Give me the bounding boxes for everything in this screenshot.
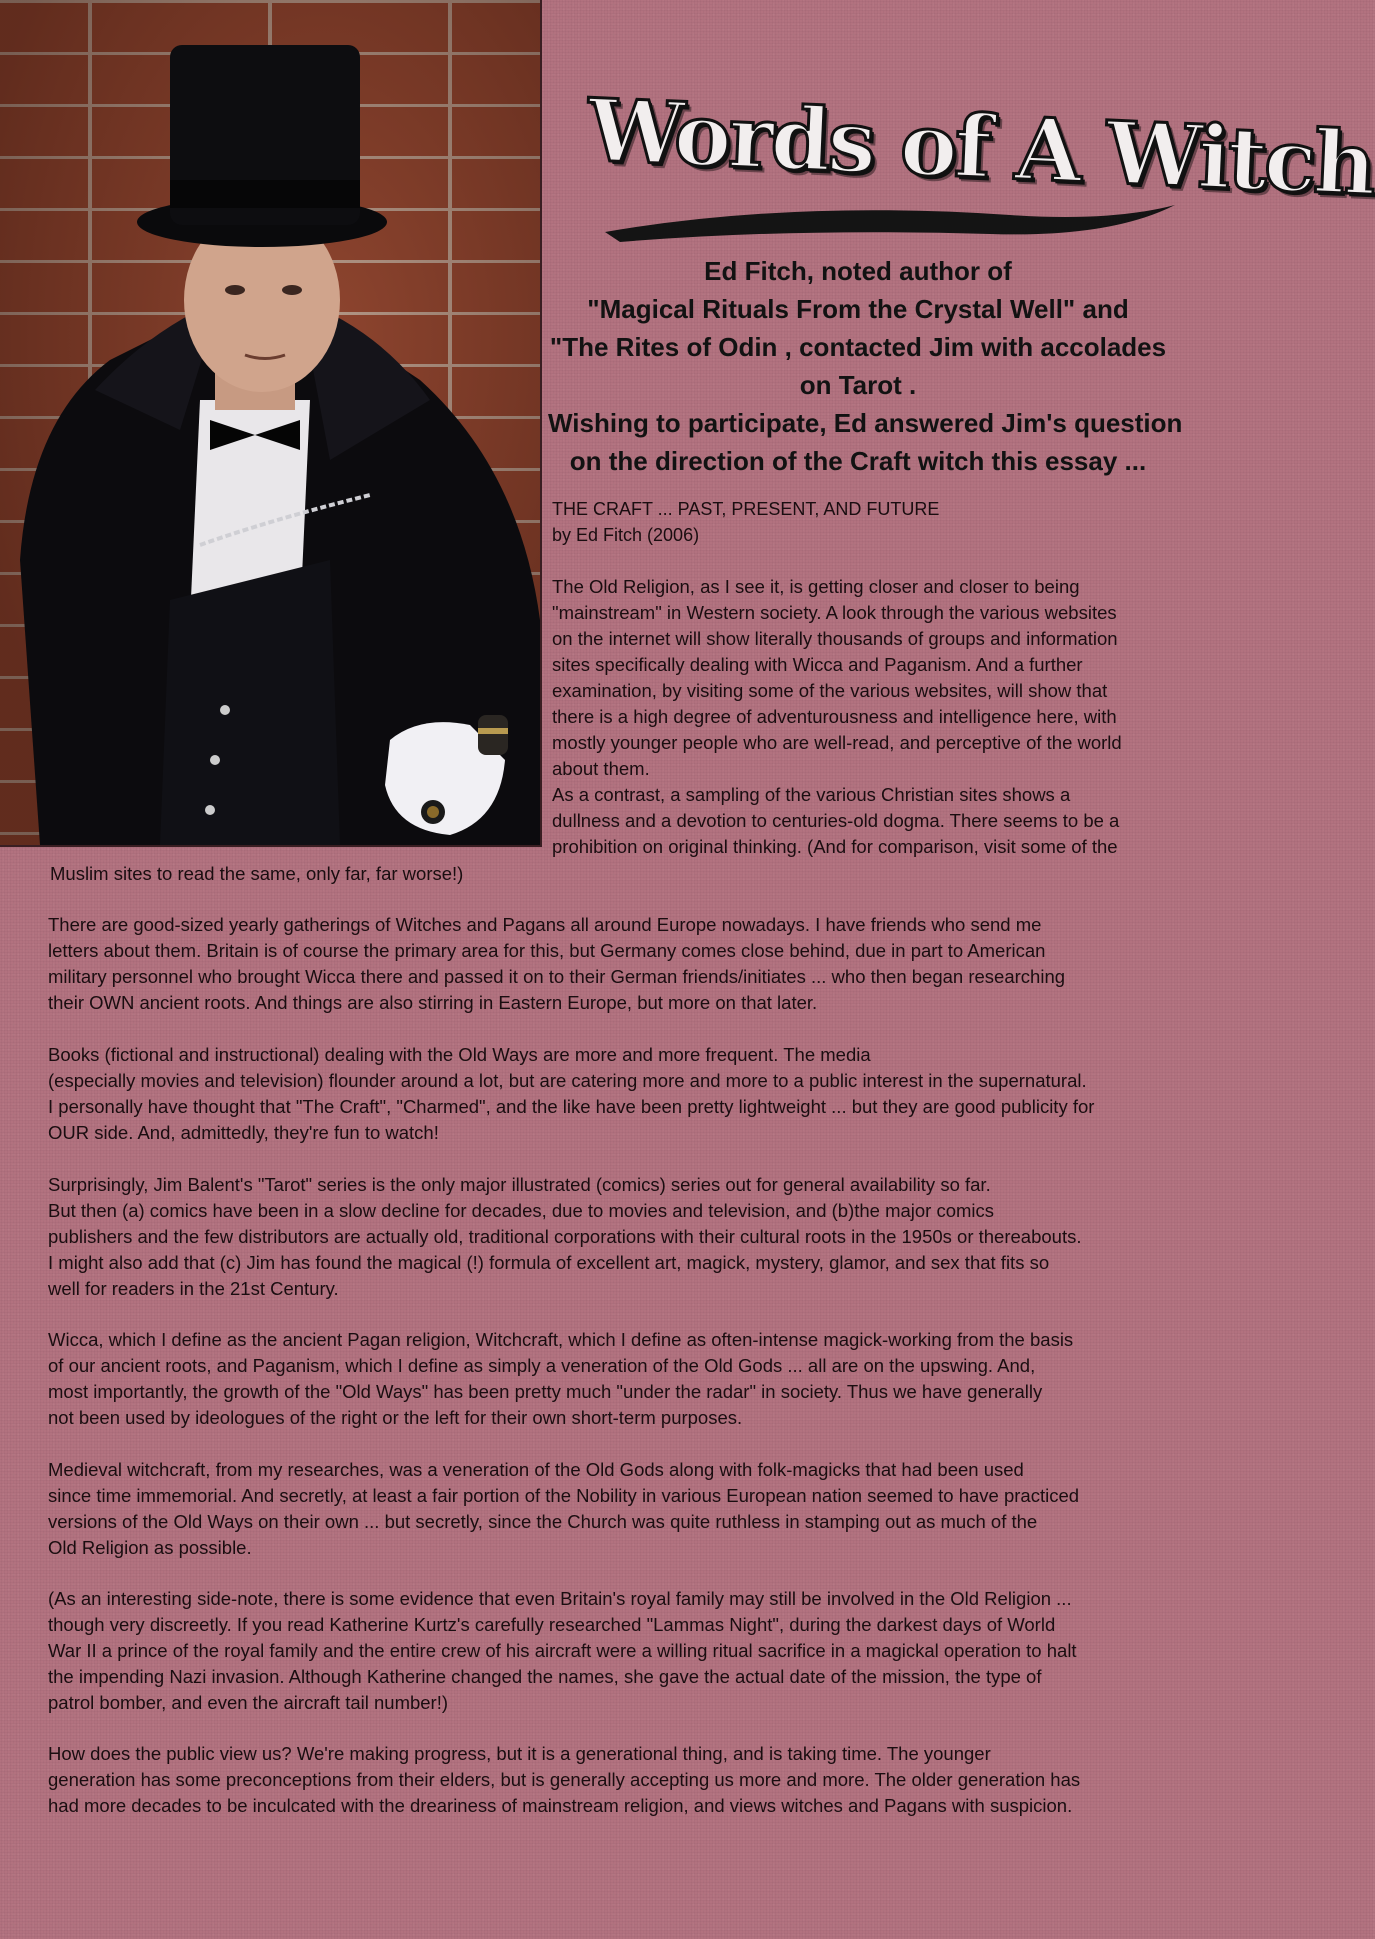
text-line: generation has some preconceptions from their elders, but is generally accepting us more and more. The older generation has xyxy=(48,1769,1081,1790)
text-line: (As an interesting side-note, there is some evidence that even Britain's royal family may still be involved in the Old Religion ... xyxy=(48,1588,1072,1609)
text-line: patrol bomber, and even the aircraft tail number!) xyxy=(48,1692,449,1713)
brush-swoosh-icon xyxy=(590,190,1190,250)
text-line: the impending Nazi invasion. Although Katherine changed the names, she gave the actual date of the mission, the type of xyxy=(48,1666,1042,1687)
text-line: Wicca, which I define as the ancient Pagan religion, Witchcraft, which I define as often-intense magick-working from the basis xyxy=(48,1329,1074,1350)
text-line: dullness and a devotion to centuries-old dogma. There seems to be a xyxy=(552,810,1120,831)
text-line: about them. xyxy=(552,758,650,779)
intro-line: on Tarot . xyxy=(799,370,917,400)
text-line: of our ancient roots, and Paganism, which I define as simply a veneration of the Old Gods ... all are on the upswing. And, xyxy=(48,1355,1036,1376)
text-line: publishers and the few distributors are actually old, traditional corporations with their cultural roots in the 1950s or thereabouts. xyxy=(48,1226,1082,1247)
text-line: prohibition on original thinking. (And for comparison, visit some of the xyxy=(552,836,1118,857)
essay-heading xyxy=(552,496,939,548)
title-text: Words of A Witch xyxy=(585,80,1375,216)
intro-line: Wishing to participate, Ed answered Jim's question xyxy=(548,408,1183,438)
text-line: sites specifically dealing with Wicca and Paganism. And a further xyxy=(552,654,1083,675)
intro-line: Ed Fitch, noted author of xyxy=(704,256,1012,286)
paragraph-8 xyxy=(48,1586,1077,1716)
text-line: War II a prince of the royal family and the entire crew of his aircraft were a willing ritual sacrifice in a magickal operation to halt xyxy=(48,1640,1077,1661)
text-line: there is a high degree of adventurousness and intelligence here, with xyxy=(552,706,1117,727)
text-line: versions of the Old Ways on their own ... but secretly, since the Church was quite ruthless in stamping out as much of the xyxy=(48,1511,1038,1532)
paragraph-2-continued xyxy=(50,861,463,887)
text-line: The Old Religion, as I see it, is getting closer and closer to being xyxy=(552,576,1080,597)
text-line: (especially movies and television) flounder around a lot, but are catering more and more to a public interest in the supernatural. xyxy=(48,1070,1087,1091)
text-line: on the internet will show literally thousands of groups and information xyxy=(552,628,1118,649)
text-line: As a contrast, a sampling of the various Christian sites shows a xyxy=(552,784,1071,805)
text-line: Books (fictional and instructional) dealing with the Old Ways are more and more frequent. The media xyxy=(48,1044,871,1065)
man-in-top-hat-illustration xyxy=(0,0,540,845)
text-line: I might also add that (c) Jim has found the magical (!) formula of excellent art, magick, mystery, glamor, and sex that fits so xyxy=(48,1252,1050,1273)
text-line: Medieval witchcraft, from my researches, was a veneration of the Old Gods along with folk-magicks that had been used xyxy=(48,1459,1024,1480)
text-line: though very discreetly. If you read Katherine Kurtz's carefully researched "Lammas Night", during the darkest days of World xyxy=(48,1614,1056,1635)
text-line: Surprisingly, Jim Balent's "Tarot" series is the only major illustrated (comics) series out for general availability so far. xyxy=(48,1174,991,1195)
paragraph-9 xyxy=(48,1741,1080,1819)
text-line: Muslim sites to read the same, only far, far worse!) xyxy=(50,863,464,884)
text-line: most importantly, the growth of the "Old Ways" has been pretty much "under the radar" in society. Thus we have generally xyxy=(48,1381,1043,1402)
paragraph-4 xyxy=(48,1042,1094,1146)
intro-block xyxy=(548,252,1183,480)
text-line: military personnel who brought Wicca there and passed it on to their German friends/initiates ... who then began researching xyxy=(48,966,1066,987)
text-line: I personally have thought that "The Craft", "Charmed", and the like have been pretty lightweight ... but they are good publicity for xyxy=(48,1096,1095,1117)
text-line: letters about them. Britain is of course the primary area for this, but Germany comes close behind, due in part to American xyxy=(48,940,1046,961)
text-line: not been used by ideologues of the right or the left for their own short-term purposes. xyxy=(48,1407,743,1428)
text-line: There are good-sized yearly gatherings of Witches and Pagans all around Europe nowadays. I have friends who send me xyxy=(48,914,1042,935)
intro-line: "The Rites of Odin , contacted Jim with accolades xyxy=(549,332,1167,362)
paragraph-2 xyxy=(552,782,1119,860)
essay-byline: by Ed Fitch (2006) xyxy=(552,525,700,545)
text-line: OUR side. And, admittedly, they're fun to watch! xyxy=(48,1122,439,1143)
paragraph-3 xyxy=(48,912,1065,1016)
text-line: How does the public view us? We're making progress, but it is a generational thing, and is taking time. The younger xyxy=(48,1743,991,1764)
text-line: But then (a) comics have been in a slow decline for decades, due to movies and television, and (b)the major comics xyxy=(48,1200,995,1221)
paragraph-6 xyxy=(48,1327,1073,1431)
text-line: had more decades to be inculcated with the dreariness of mainstream religion, and views witches and Pagans with suspicion. xyxy=(48,1795,1073,1816)
paragraph-7 xyxy=(48,1457,1079,1561)
paragraph-1 xyxy=(552,574,1122,782)
paragraph-5 xyxy=(48,1172,1081,1302)
text-line: examination, by visiting some of the various websites, will show that xyxy=(552,680,1108,701)
page-title xyxy=(580,80,1375,250)
text-line: their OWN ancient roots. And things are also stirring in Eastern Europe, but more on that later. xyxy=(48,992,818,1013)
text-line: mostly younger people who are well-read, and perceptive of the world xyxy=(552,732,1122,753)
text-line: Old Religion as possible. xyxy=(48,1537,252,1558)
text-line: since time immemorial. And secretly, at least a fair portion of the Nobility in various European nation seemed to have practiced xyxy=(48,1485,1080,1506)
essay-title: THE CRAFT ... PAST, PRESENT, AND FUTURE xyxy=(552,499,940,519)
text-line: well for readers in the 21st Century. xyxy=(48,1278,339,1299)
intro-line: "Magical Rituals From the Crystal Well" and xyxy=(587,294,1129,324)
intro-line: on the direction of the Craft witch this essay ... xyxy=(569,446,1147,476)
text-line: "mainstream" in Western society. A look through the various websites xyxy=(552,602,1117,623)
author-photo xyxy=(0,0,542,847)
